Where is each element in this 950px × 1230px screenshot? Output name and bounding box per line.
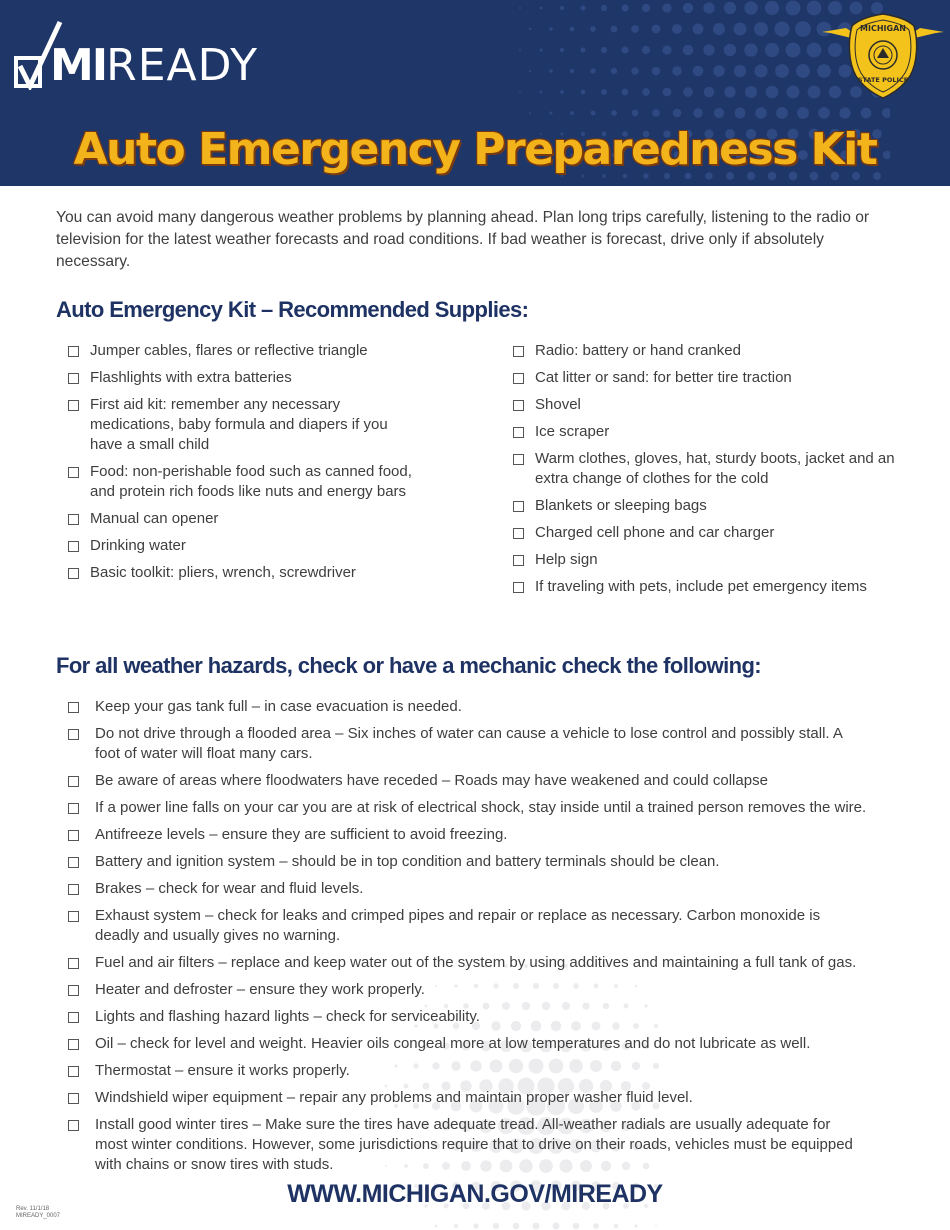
checkbox[interactable] xyxy=(513,555,524,566)
decorative-dot xyxy=(611,26,618,33)
decorative-dot xyxy=(560,48,564,52)
decorative-dot xyxy=(807,1,822,16)
revision-info xyxy=(16,1206,60,1220)
decorative-dot xyxy=(795,21,811,37)
decorative-dot xyxy=(655,1225,657,1227)
decorative-dot xyxy=(704,87,714,97)
decorative-dot xyxy=(529,70,531,72)
decorative-dot xyxy=(549,27,553,31)
decorative-dot xyxy=(683,87,693,97)
decorative-dot xyxy=(540,91,543,94)
decorative-dot xyxy=(601,5,607,11)
checkbox[interactable] xyxy=(68,1120,79,1131)
checklist-item xyxy=(502,368,902,388)
decorative-dot xyxy=(765,1,779,15)
decorative-dot xyxy=(703,44,714,55)
decorative-dot xyxy=(631,25,639,33)
checkbox[interactable] xyxy=(68,911,79,922)
decorative-dot xyxy=(787,86,800,99)
decorative-dot xyxy=(786,1,801,16)
checkbox[interactable] xyxy=(68,568,79,579)
checkbox[interactable] xyxy=(68,857,79,868)
decorative-dot xyxy=(713,65,724,76)
checklist-item-label: Blankets or sleeping bags xyxy=(535,497,707,514)
state-police-badge xyxy=(822,10,944,100)
decorative-dot xyxy=(703,2,714,13)
decorative-dot xyxy=(652,67,661,76)
decorative-dot xyxy=(529,112,531,114)
decorative-dot xyxy=(621,4,628,11)
decorative-dot xyxy=(807,43,822,58)
checklist-item xyxy=(502,523,902,543)
checklist-item xyxy=(57,395,422,455)
checkbox[interactable] xyxy=(68,958,79,969)
decorative-dot xyxy=(553,1223,560,1230)
checkbox[interactable] xyxy=(513,454,524,465)
decorative-dot xyxy=(570,69,574,73)
checklist-item-label: Windshield wiper equipment – repair any problems and maintain proper washer fluid level. xyxy=(95,1089,693,1106)
checklist-item xyxy=(57,906,867,946)
checklist-item xyxy=(57,953,867,973)
checklist-item xyxy=(57,852,867,872)
decorative-dot xyxy=(631,67,638,74)
checkbox[interactable] xyxy=(68,514,79,525)
decorative-dot xyxy=(724,2,736,14)
checklist-item xyxy=(57,1088,867,1108)
checklist-item-label: Battery and ignition system – should be in top condition and battery terminals should be clean. xyxy=(95,853,720,870)
checklist-item-label: Drinking water xyxy=(90,537,186,554)
decorative-dot xyxy=(808,86,821,99)
page-title: Auto Emergency Preparedness Kit xyxy=(73,124,877,175)
checkbox[interactable] xyxy=(68,541,79,552)
checklist-item-label: Help sign xyxy=(535,551,598,568)
checklist-item xyxy=(57,771,867,791)
decorative-dot xyxy=(663,88,672,97)
decorative-dot xyxy=(754,22,768,36)
checkbox[interactable] xyxy=(513,528,524,539)
checklist-item xyxy=(502,341,902,361)
decorative-dot xyxy=(765,43,779,57)
checkbox[interactable] xyxy=(513,400,524,411)
supplies-heading: Auto Emergency Kit – Recommended Supplies: xyxy=(56,297,529,322)
decorative-dot xyxy=(570,111,574,115)
decorative-dot xyxy=(539,48,542,51)
checkbox[interactable] xyxy=(68,884,79,895)
decorative-dot xyxy=(775,64,789,78)
checklist-item-label: Charged cell phone and car charger xyxy=(535,524,775,541)
checkbox[interactable] xyxy=(68,803,79,814)
decorative-dot xyxy=(734,23,747,36)
checklist-item-label: Keep your gas tank full – in case evacuation is needed. xyxy=(95,698,462,715)
checklist-item xyxy=(57,563,422,583)
decorative-dot xyxy=(786,43,801,58)
checkbox[interactable] xyxy=(68,400,79,411)
checklist-item-label: Warm clothes, gloves, hat, sturdy boots, jacket and an extra change of clothes for the cold xyxy=(535,450,895,487)
decorative-dot xyxy=(519,49,521,51)
decorative-dot xyxy=(882,108,890,118)
checklist-item xyxy=(57,509,422,529)
document-code: MIREADY_0007 xyxy=(16,1213,61,1219)
decorative-dot xyxy=(611,110,617,116)
decorative-dot xyxy=(473,1223,478,1228)
checkbox[interactable] xyxy=(68,1039,79,1050)
checklist-item xyxy=(57,1034,867,1054)
decorative-dot xyxy=(493,1223,499,1229)
decorative-dot xyxy=(734,65,746,77)
checklist-item-label: Basic toolkit: pliers, wrench, screwdriver xyxy=(90,564,356,581)
checkbox[interactable] xyxy=(68,1093,79,1104)
checkbox[interactable] xyxy=(68,1066,79,1077)
decorative-dot xyxy=(590,68,595,73)
decorative-dot xyxy=(593,1223,599,1229)
badge-bottom-text: STATE POLICE xyxy=(857,76,909,84)
decorative-dot xyxy=(683,3,693,13)
checklist-item-label: If a power line falls on your car you are at risk of electrical shock, stay inside until a trained person removes the wire. xyxy=(95,799,867,816)
checklist-item-label: Thermostat – ensure it works properly. xyxy=(95,1062,350,1079)
checklist-item-label: Be aware of areas where floodwaters have receded – Roads may have weakened and could collapse xyxy=(95,772,768,789)
decorative-dot xyxy=(724,44,736,56)
checklist-item xyxy=(57,1007,867,1027)
decorative-dot xyxy=(560,6,564,10)
decorative-dot xyxy=(519,7,521,9)
checklist-item-label: Flashlights with extra batteries xyxy=(90,369,292,386)
checklist-item xyxy=(502,449,902,489)
checklist-item xyxy=(502,577,902,597)
decorative-dot xyxy=(796,64,810,78)
checklist-item-label: Lights and flashing hazard lights – check for serviceability. xyxy=(95,1008,480,1025)
decorative-dot xyxy=(652,25,661,34)
checkbox[interactable] xyxy=(68,830,79,841)
checklist-item-label: Food: non-perishable food such as canned food, and protein rich foods like nuts and energy bars xyxy=(90,463,412,500)
decorative-dot xyxy=(642,46,650,54)
decorative-dot xyxy=(744,43,757,56)
website-url[interactable]: WWW.MICHIGAN.GOV/MIREADY xyxy=(287,1180,663,1208)
header-banner xyxy=(0,0,950,186)
decorative-dot xyxy=(754,64,767,77)
checklist-item-label: Jumper cables, flares or reflective triangle xyxy=(90,342,368,359)
decorative-dot xyxy=(642,88,650,96)
decorative-dot xyxy=(735,108,746,119)
checkbox[interactable] xyxy=(513,427,524,438)
checklist-item xyxy=(57,724,867,764)
intro-paragraph: You can avoid many dangerous weather problems by planning ahead. Plan long trips carefully, listening to the radio or television for the latest weather forecasts and road conditions. If bad weather is forecast, drive only if absolutely necessary. xyxy=(56,209,870,270)
decorative-dot xyxy=(693,108,702,117)
checklist-item-label: Exhaust system – check for leaks and crimped pipes and repair or replace as necessary. Carbon monoxide is deadly and usually gives no warning. xyxy=(95,907,821,944)
checklist-item xyxy=(57,980,867,1000)
checkbox[interactable] xyxy=(513,346,524,357)
revision-date: Rev. 11/1/18 xyxy=(16,1206,50,1212)
decorative-dot xyxy=(839,107,850,118)
checklist-item xyxy=(502,550,902,570)
decorative-dot xyxy=(614,1224,619,1229)
decorative-dot xyxy=(744,1,757,14)
checklist-item xyxy=(57,462,422,502)
checklist-item-label: Manual can opener xyxy=(90,510,219,527)
checklist-item-label: Cat litter or sand: for better tire traction xyxy=(535,369,792,386)
decorative-dot xyxy=(621,46,628,53)
supplies-list-right xyxy=(502,341,902,604)
checklist-item-label: Radio: battery or hand cranked xyxy=(535,342,741,359)
decorative-dot xyxy=(672,66,682,76)
checklist-item-label: If traveling with pets, include pet emergency items xyxy=(535,578,867,595)
decorative-dot xyxy=(549,69,552,72)
decorative-dot xyxy=(550,112,553,115)
checklist-item xyxy=(502,496,902,516)
checklist-item xyxy=(57,798,867,818)
decorative-dot xyxy=(581,90,586,95)
decorative-dot xyxy=(539,6,542,9)
mechanic-heading: For all weather hazards, check or have a mechanic check the following: xyxy=(56,653,762,678)
decorative-dot xyxy=(622,89,629,96)
checklist-item xyxy=(57,341,422,361)
decorative-dot xyxy=(601,89,607,95)
decorative-dot xyxy=(662,45,671,54)
decorative-dot xyxy=(634,1224,637,1227)
checkbox[interactable] xyxy=(68,467,79,478)
checklist-item-label: Fuel and air filters – replace and keep water out of the system by using additives and maintaining a full tank of gas. xyxy=(95,954,857,971)
decorative-dot xyxy=(774,21,789,36)
checklist-item-label: Brakes – check for wear and fluid levels. xyxy=(95,880,364,897)
decorative-dot xyxy=(662,3,671,12)
decorative-dot xyxy=(454,1224,458,1228)
decorative-dot xyxy=(532,1222,539,1229)
checklist-item xyxy=(57,536,422,556)
checklist-item xyxy=(57,1061,867,1081)
decorative-dot xyxy=(755,107,766,118)
checklist-item-label: Antifreeze levels – ensure they are sufficient to avoid freezing. xyxy=(95,826,508,843)
checkbox[interactable] xyxy=(68,776,79,787)
checklist-item-label: Ice scraper xyxy=(535,423,610,440)
decorative-dot xyxy=(693,66,704,77)
decorative-dot xyxy=(672,24,682,34)
decorative-dot xyxy=(519,91,521,93)
decorative-dot xyxy=(714,108,724,118)
checklist-item-label: Heater and defroster – ensure they work properly. xyxy=(95,981,425,998)
checklist-item-label: Do not drive through a flooded area – Six inches of water can cause a vehicle to lose control and possibly stall. A foot of water will float many cars. xyxy=(95,725,843,762)
checkbox[interactable] xyxy=(68,373,79,384)
decorative-dot xyxy=(435,1225,438,1228)
checklist-item xyxy=(57,1115,867,1175)
checkbox[interactable] xyxy=(513,373,524,384)
checklist-item-label: First aid kit: remember any necessary medications, baby formula and diapers if you have a small child xyxy=(90,396,388,453)
decorative-dot xyxy=(560,90,564,94)
checkbox[interactable] xyxy=(513,501,524,512)
checkbox[interactable] xyxy=(68,702,79,713)
decorative-dot xyxy=(573,1223,580,1230)
checklist-item xyxy=(57,825,867,845)
decorative-dot xyxy=(724,86,735,97)
decorative-dot xyxy=(713,23,725,35)
decorative-dot xyxy=(693,24,704,35)
checklist-item xyxy=(502,422,902,442)
supplies-list-left xyxy=(57,341,422,590)
checkbox[interactable] xyxy=(68,346,79,357)
checkbox[interactable] xyxy=(68,729,79,740)
logo-mi-text: MI xyxy=(50,40,107,91)
decorative-dot xyxy=(611,68,617,74)
decorative-dot xyxy=(591,111,596,116)
decorative-dot xyxy=(766,86,779,99)
decorative-dot xyxy=(673,109,682,118)
checkbox[interactable] xyxy=(68,1012,79,1023)
badge-top-text: MICHIGAN xyxy=(860,24,906,33)
decorative-dot xyxy=(745,86,757,98)
decorative-dot xyxy=(632,110,639,117)
decorative-dot xyxy=(590,26,596,32)
decorative-dot xyxy=(580,47,585,52)
checklist-item xyxy=(502,395,902,415)
mechanic-checklist xyxy=(57,697,867,1182)
checklist-item-label: Shovel xyxy=(535,396,581,413)
decorative-dot xyxy=(683,45,693,55)
checklist-item xyxy=(57,368,422,388)
decorative-dot xyxy=(652,109,660,117)
mi-ready-logo xyxy=(14,20,258,90)
decorative-dot xyxy=(580,5,585,10)
checkbox[interactable] xyxy=(68,985,79,996)
checklist-item xyxy=(57,879,867,899)
checklist-item-label: Install good winter tires – Make sure the tires have adequate tread. All-weather radials are usually adequate for most winter conditions. However, some jurisdictions require that to drive on their roads, vehicles must be equipped with chains or snow tires with studs. xyxy=(95,1116,853,1173)
decorative-dot xyxy=(861,108,872,119)
decorative-dot xyxy=(642,4,650,12)
decorative-dot xyxy=(529,28,531,30)
decorative-dot xyxy=(570,27,575,32)
checkbox[interactable] xyxy=(513,582,524,593)
decorative-dot xyxy=(513,1223,520,1230)
checklist-item xyxy=(57,697,867,717)
logo-ready-text: READY xyxy=(106,40,258,91)
checklist-item-label: Oil – check for level and weight. Heavier oils congeal more at low temperatures and do not lubricate as well. xyxy=(95,1035,811,1052)
decorative-dot xyxy=(601,47,607,53)
